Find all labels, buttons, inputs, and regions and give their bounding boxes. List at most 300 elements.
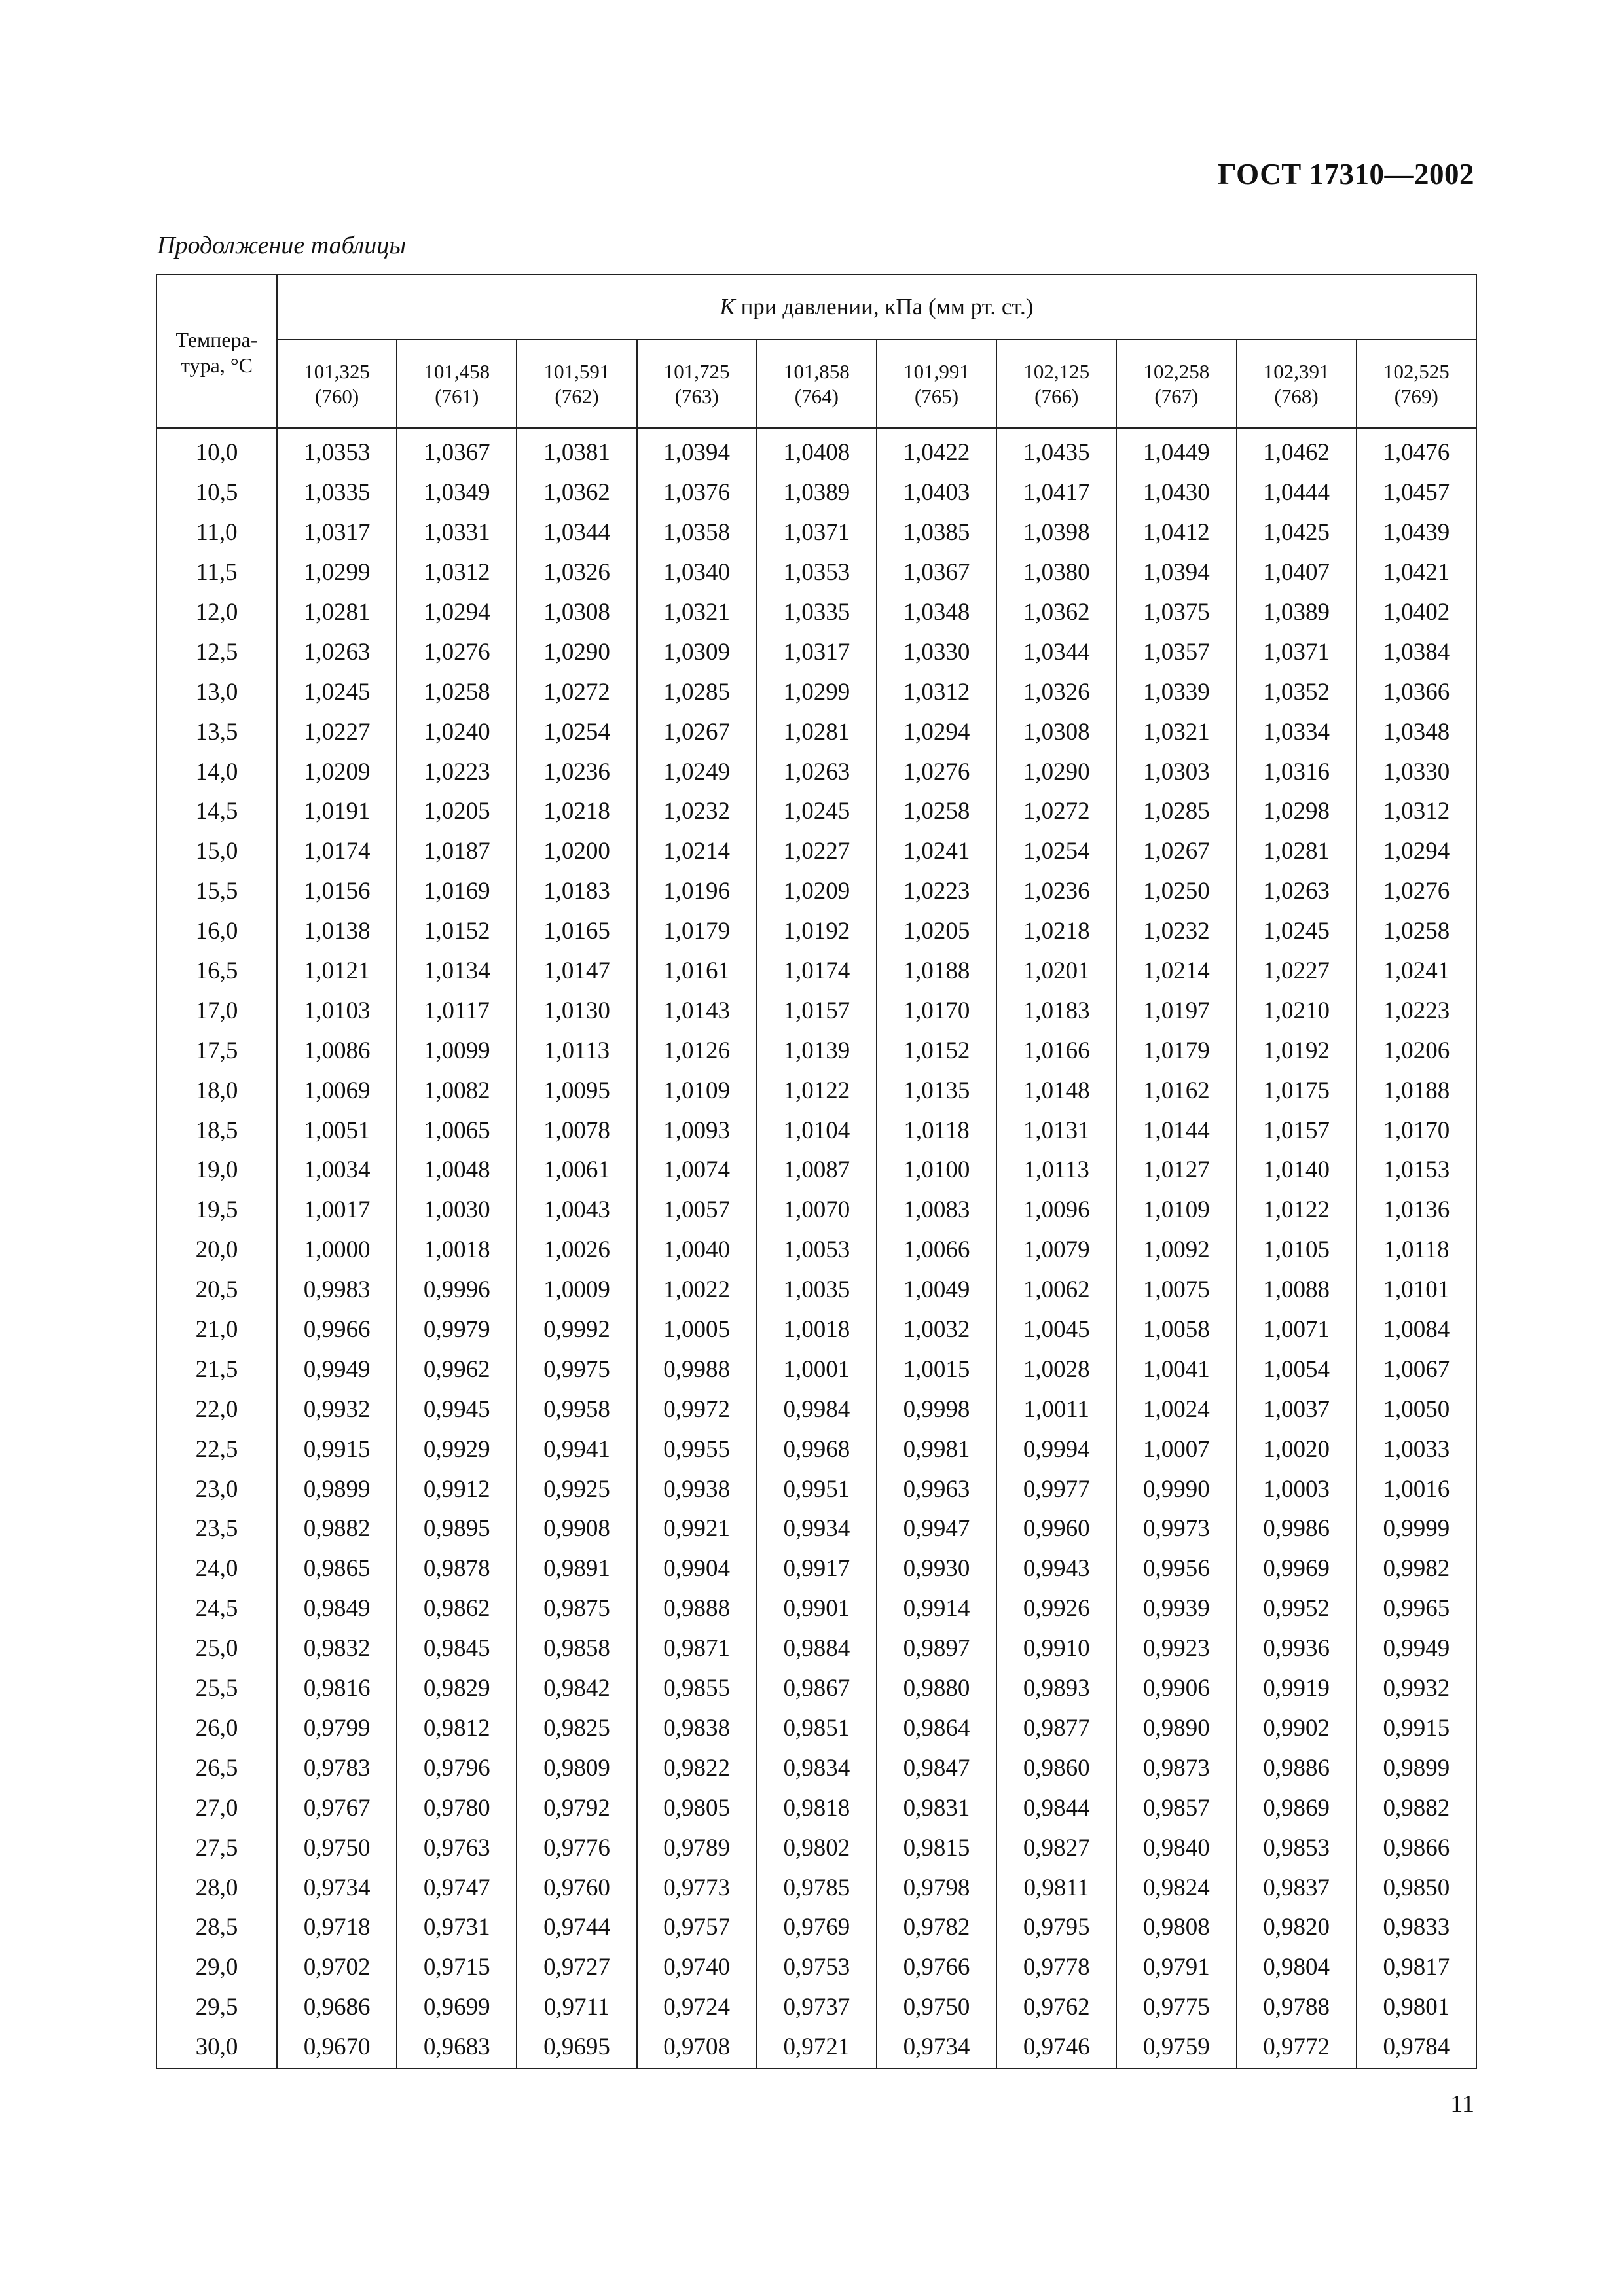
coefficient-cell: 1,0223 (397, 752, 517, 792)
temperature-cell: 15,0 (156, 832, 277, 872)
coefficient-cell: 1,0218 (996, 912, 1116, 952)
pressure-column-header (757, 340, 877, 429)
coefficient-cell: 1,0101 (1357, 1270, 1476, 1310)
temperature-cell: 20,5 (156, 1270, 277, 1310)
coefficient-cell: 1,0384 (1357, 632, 1476, 672)
coefficient-cell: 1,0018 (397, 1230, 517, 1270)
coefficient-cell: 1,0100 (877, 1151, 996, 1191)
coefficient-cell: 1,0024 (1116, 1390, 1236, 1429)
coefficient-cell: 0,9757 (637, 1908, 757, 1948)
table-row (156, 632, 1476, 672)
coefficient-cell: 1,0118 (877, 1111, 996, 1151)
coefficient-cell: 0,9915 (277, 1429, 397, 1469)
coefficient-cell: 1,0035 (757, 1270, 877, 1310)
coefficient-cell: 1,0394 (637, 433, 757, 473)
coefficient-cell: 0,9837 (1237, 1868, 1357, 1908)
coefficient-cell: 0,9941 (517, 1429, 636, 1469)
coefficient-cell: 0,9767 (277, 1788, 397, 1828)
coefficient-cell: 0,9951 (757, 1469, 877, 1509)
coefficient-cell: 1,0435 (996, 433, 1116, 473)
coefficient-cell: 0,9802 (757, 1828, 877, 1868)
temperature-cell: 13,5 (156, 712, 277, 752)
coefficient-cell: 0,9776 (517, 1828, 636, 1868)
coefficient-cell: 1,0007 (1116, 1429, 1236, 1469)
coefficient-cell: 0,9853 (1237, 1828, 1357, 1868)
table-row (156, 1031, 1476, 1071)
coefficient-cell: 1,0005 (637, 1310, 757, 1350)
coefficient-cell: 1,0276 (877, 752, 996, 792)
coefficient-cell: 0,9847 (877, 1748, 996, 1788)
coefficient-cell: 0,9820 (1237, 1908, 1357, 1948)
coefficient-cell: 0,9981 (877, 1429, 996, 1469)
coefficient-cell: 0,9871 (637, 1629, 757, 1669)
coefficient-cell: 0,9977 (996, 1469, 1116, 1509)
coefficient-cell: 1,0170 (877, 991, 996, 1031)
coefficient-cell: 1,0103 (277, 991, 397, 1031)
coefficient-cell: 1,0308 (996, 712, 1116, 752)
coefficient-cell: 0,9759 (1116, 2028, 1236, 2068)
coefficient-cell: 1,0032 (877, 1310, 996, 1350)
temperature-cell: 30,0 (156, 2028, 277, 2068)
coefficient-cell: 1,0033 (1357, 1429, 1476, 1469)
temperature-cell: 24,0 (156, 1549, 277, 1589)
coefficient-cell: 1,0192 (757, 912, 877, 952)
coefficient-cell: 1,0344 (517, 513, 636, 553)
coefficient-cell: 1,0218 (517, 792, 636, 832)
table-row (156, 752, 1476, 792)
coefficient-cell: 0,9906 (1116, 1669, 1236, 1709)
coefficient-cell: 0,9744 (517, 1908, 636, 1948)
coefficient-cell: 0,9812 (397, 1709, 517, 1749)
coefficient-cell: 1,0067 (1357, 1350, 1476, 1390)
coefficient-cell: 1,0041 (1116, 1350, 1236, 1390)
coefficient-cell: 1,0071 (1237, 1310, 1357, 1350)
coefficient-cell: 1,0357 (1116, 632, 1236, 672)
coefficient-cell: 1,0018 (757, 1310, 877, 1350)
coefficient-cell: 1,0022 (637, 1270, 757, 1310)
pressure-mmhg: (767) (1154, 384, 1199, 408)
coefficient-cell: 1,0294 (1357, 832, 1476, 872)
coefficient-cell: 1,0403 (877, 473, 996, 513)
pressure-column-header (277, 340, 397, 429)
coefficient-cell: 1,0335 (757, 593, 877, 633)
coefficient-cell: 0,9895 (397, 1509, 517, 1549)
pressure-column-header (397, 340, 517, 429)
temperature-cell: 16,5 (156, 952, 277, 992)
coefficient-cell: 0,9914 (877, 1589, 996, 1629)
coefficient-cell: 1,0366 (1357, 672, 1476, 712)
header-separator (156, 429, 1476, 434)
coefficient-cell: 1,0140 (1237, 1151, 1357, 1191)
coefficient-cell: 1,0312 (397, 553, 517, 593)
coefficient-cell: 0,9908 (517, 1509, 636, 1549)
coefficient-cell: 1,0348 (877, 593, 996, 633)
coefficient-cell: 0,9875 (517, 1589, 636, 1629)
coefficient-cell: 1,0201 (996, 952, 1116, 992)
coefficient-cell: 1,0353 (757, 553, 877, 593)
coefficient-cell: 1,0122 (1237, 1191, 1357, 1230)
coefficient-cell: 1,0245 (277, 672, 397, 712)
coefficient-cell: 1,0069 (277, 1071, 397, 1111)
coefficient-cell: 1,0049 (877, 1270, 996, 1310)
coefficient-cell: 1,0034 (277, 1151, 397, 1191)
coefficient-cell: 0,9884 (757, 1629, 877, 1669)
coefficient-cell: 0,9831 (877, 1788, 996, 1828)
coefficient-cell: 1,0281 (1237, 832, 1357, 872)
coefficient-cell: 1,0398 (996, 513, 1116, 553)
coefficient-cell: 1,0139 (757, 1031, 877, 1071)
coefficient-cell: 0,9910 (996, 1629, 1116, 1669)
coefficient-cell: 1,0147 (517, 952, 636, 992)
coefficient-cell: 0,9865 (277, 1549, 397, 1589)
coefficient-cell: 1,0138 (277, 912, 397, 952)
coefficient-cell: 0,9808 (1116, 1908, 1236, 1948)
coefficient-cell: 0,9975 (517, 1350, 636, 1390)
coefficient-cell: 0,9999 (1357, 1509, 1476, 1549)
coefficient-cell: 0,9845 (397, 1629, 517, 1669)
coefficient-cell: 0,9857 (1116, 1788, 1236, 1828)
temperature-cell: 18,5 (156, 1111, 277, 1151)
coefficient-cell: 1,0272 (517, 672, 636, 712)
coefficient-cell: 1,0232 (637, 792, 757, 832)
coefficient-cell: 0,9840 (1116, 1828, 1236, 1868)
coefficient-cell: 1,0169 (397, 872, 517, 912)
coefficient-cell: 0,9825 (517, 1709, 636, 1749)
coefficient-cell: 0,9962 (397, 1350, 517, 1390)
coefficient-cell: 1,0079 (996, 1230, 1116, 1270)
pressure-header-row (156, 340, 1476, 429)
coefficient-cell: 1,0197 (1116, 991, 1236, 1031)
coefficient-cell: 1,0294 (397, 593, 517, 633)
table-row (156, 1151, 1476, 1191)
coefficient-cell: 1,0214 (1116, 952, 1236, 992)
coefficient-cell: 0,9769 (757, 1908, 877, 1948)
pressure-column-header (996, 340, 1116, 429)
temperature-cell: 21,5 (156, 1350, 277, 1390)
coefficient-cell: 1,0321 (1116, 712, 1236, 752)
coefficient-cell: 0,9947 (877, 1509, 996, 1549)
coefficient-cell: 1,0093 (637, 1111, 757, 1151)
coefficient-cell: 0,9915 (1357, 1709, 1476, 1749)
coefficient-cell: 0,9901 (757, 1589, 877, 1629)
coefficient-cell: 1,0131 (996, 1111, 1116, 1151)
temperature-cell: 11,5 (156, 553, 277, 593)
coefficient-cell: 1,0113 (517, 1031, 636, 1071)
table-row (156, 991, 1476, 1031)
coefficient-cell: 0,9822 (637, 1748, 757, 1788)
coefficient-cell: 1,0362 (996, 593, 1116, 633)
coefficient-cell: 0,9834 (757, 1748, 877, 1788)
coefficient-cell: 0,9775 (1116, 1988, 1236, 2028)
table-header (156, 274, 1476, 429)
coefficient-cell: 1,0117 (397, 991, 517, 1031)
coefficient-cell: 1,0130 (517, 991, 636, 1031)
coefficient-cell: 0,9893 (996, 1669, 1116, 1709)
coefficient-cell: 1,0298 (1237, 792, 1357, 832)
coefficient-cell: 0,9998 (877, 1390, 996, 1429)
coefficient-cell: 1,0214 (637, 832, 757, 872)
pressure-kpa: 101,458 (424, 359, 490, 383)
temperature-cell: 14,0 (156, 752, 277, 792)
coefficient-cell: 1,0187 (397, 832, 517, 872)
coefficient-cell: 1,0017 (277, 1191, 397, 1230)
coefficient-cell: 1,0011 (996, 1390, 1116, 1429)
coefficient-cell: 0,9886 (1237, 1748, 1357, 1788)
coefficient-cell: 0,9958 (517, 1390, 636, 1429)
table-row (156, 1988, 1476, 2028)
coefficient-cell: 0,9804 (1237, 1948, 1357, 1988)
coefficient-cell: 1,0339 (1116, 672, 1236, 712)
table-row (156, 1429, 1476, 1469)
coefficient-cell: 1,0317 (277, 513, 397, 553)
pressure-kpa: 102,525 (1383, 359, 1450, 383)
temperature-cell: 28,0 (156, 1868, 277, 1908)
coefficient-cell: 1,0408 (757, 433, 877, 473)
standard-designation: ГОСТ 17310—2002 (1218, 158, 1474, 190)
coefficient-cell: 0,9923 (1116, 1629, 1236, 1669)
coefficient-cell: 0,9864 (877, 1709, 996, 1749)
pressure-kpa: 101,725 (663, 359, 730, 383)
table-row (156, 872, 1476, 912)
table-row (156, 1270, 1476, 1310)
temperature-cell: 13,0 (156, 672, 277, 712)
coefficient-cell: 1,0152 (877, 1031, 996, 1071)
coefficient-cell: 1,0272 (996, 792, 1116, 832)
coefficient-cell: 1,0330 (877, 632, 996, 672)
coefficient-cell: 0,9747 (397, 1868, 517, 1908)
coefficient-cell: 1,0245 (757, 792, 877, 832)
coefficient-cell: 1,0095 (517, 1071, 636, 1111)
coefficient-cell: 1,0417 (996, 473, 1116, 513)
coefficient-cell: 1,0209 (277, 752, 397, 792)
coefficient-cell: 1,0294 (877, 712, 996, 752)
coefficient-cell: 0,9943 (996, 1549, 1116, 1589)
coefficient-cell: 1,0087 (757, 1151, 877, 1191)
coefficient-cell: 1,0070 (757, 1191, 877, 1230)
coefficient-cell: 0,9711 (517, 1988, 636, 2028)
coefficient-cell: 1,0321 (637, 593, 757, 633)
coefficient-cell: 1,0015 (877, 1350, 996, 1390)
coefficient-cell: 0,9778 (996, 1948, 1116, 1988)
table-row (156, 473, 1476, 513)
coefficient-cell: 0,9939 (1116, 1589, 1236, 1629)
coefficient-cell: 1,0263 (757, 752, 877, 792)
coefficient-cell: 1,0299 (277, 553, 397, 593)
coefficient-cell: 0,9982 (1357, 1549, 1476, 1589)
coefficient-cell: 1,0209 (757, 872, 877, 912)
coefficient-cell: 0,9783 (277, 1748, 397, 1788)
coefficient-cell: 1,0330 (1357, 752, 1476, 792)
coefficient-cell: 1,0326 (517, 553, 636, 593)
coefficient-cell: 1,0009 (517, 1270, 636, 1310)
coefficient-cell: 0,9734 (877, 2028, 996, 2068)
coefficient-cell: 0,9925 (517, 1469, 636, 1509)
coefficient-cell: 1,0121 (277, 952, 397, 992)
coefficient-cell: 1,0144 (1116, 1111, 1236, 1151)
pressure-mmhg: (764) (794, 384, 839, 408)
temperature-cell: 22,0 (156, 1390, 277, 1429)
pressure-column-header (1237, 340, 1357, 429)
coefficient-cell: 0,9798 (877, 1868, 996, 1908)
coefficient-cell: 1,0016 (1357, 1469, 1476, 1509)
coefficient-cell: 1,0371 (757, 513, 877, 553)
table-row (156, 1828, 1476, 1868)
pressure-kpa: 101,325 (304, 359, 370, 383)
coefficient-cell: 1,0250 (1116, 872, 1236, 912)
coefficient-cell: 0,9762 (996, 1988, 1116, 2028)
coefficient-cell: 1,0285 (637, 672, 757, 712)
coefficient-cell: 1,0099 (397, 1031, 517, 1071)
pressure-column-header (1116, 340, 1236, 429)
coefficient-cell: 1,0179 (1116, 1031, 1236, 1071)
coefficient-cell: 0,9737 (757, 1988, 877, 2028)
coefficient-cell: 0,9867 (757, 1669, 877, 1709)
pressure-mmhg: (763) (674, 384, 719, 408)
coefficient-cell: 0,9979 (397, 1310, 517, 1350)
coefficient-cell: 1,0082 (397, 1071, 517, 1111)
coefficient-cell: 0,9988 (637, 1350, 757, 1390)
coefficient-cell: 1,0061 (517, 1151, 636, 1191)
temperature-cell: 24,5 (156, 1589, 277, 1629)
coefficient-cell: 0,9766 (877, 1948, 996, 1988)
coefficient-cell: 0,9932 (1357, 1669, 1476, 1709)
coefficient-cell: 0,9945 (397, 1390, 517, 1429)
coefficient-cell: 0,9983 (277, 1270, 397, 1310)
temperature-cell: 26,0 (156, 1709, 277, 1749)
coefficient-cell: 1,0236 (996, 872, 1116, 912)
coefficient-cell: 1,0385 (877, 513, 996, 553)
temperature-header-line-2: тура, °С (181, 353, 253, 377)
table-row (156, 1111, 1476, 1151)
coefficient-cell: 1,0183 (996, 991, 1116, 1031)
coefficient-cell: 1,0376 (637, 473, 757, 513)
coefficient-cell: 0,9816 (277, 1669, 397, 1709)
temperature-cell: 19,5 (156, 1191, 277, 1230)
coefficient-cell: 1,0096 (996, 1191, 1116, 1230)
coefficient-cell: 0,9897 (877, 1629, 996, 1669)
pressure-mmhg: (768) (1274, 384, 1319, 408)
coefficient-cell: 1,0316 (1237, 752, 1357, 792)
coefficient-cell: 0,9902 (1237, 1709, 1357, 1749)
coefficient-cell: 1,0037 (1237, 1390, 1357, 1429)
temperature-cell: 20,0 (156, 1230, 277, 1270)
coefficient-cell: 0,9727 (517, 1948, 636, 1988)
temperature-cell: 21,0 (156, 1310, 277, 1350)
coefficient-cell: 1,0084 (1357, 1310, 1476, 1350)
coefficient-cell: 0,9780 (397, 1788, 517, 1828)
temperature-cell: 28,5 (156, 1908, 277, 1948)
coefficient-cell: 1,0245 (1237, 912, 1357, 952)
coefficient-cell: 0,9734 (277, 1868, 397, 1908)
coefficient-cell: 0,9955 (637, 1429, 757, 1469)
coefficient-cell: 1,0258 (877, 792, 996, 832)
table-row (156, 553, 1476, 593)
coefficient-cell: 1,0276 (397, 632, 517, 672)
coefficient-cell: 0,9926 (996, 1589, 1116, 1629)
coefficient-cell: 0,9708 (637, 2028, 757, 2068)
coefficient-cell: 1,0050 (1357, 1390, 1476, 1429)
coefficient-cell: 0,9773 (637, 1868, 757, 1908)
coefficient-cell: 0,9888 (637, 1589, 757, 1629)
coefficient-cell: 1,0001 (757, 1350, 877, 1390)
coefficient-cell: 1,0183 (517, 872, 636, 912)
coefficient-cell: 1,0000 (277, 1230, 397, 1270)
coefficient-cell: 1,0127 (1116, 1151, 1236, 1191)
coefficient-cell: 1,0026 (517, 1230, 636, 1270)
coefficient-cell: 1,0352 (1237, 672, 1357, 712)
coefficient-cell: 1,0375 (1116, 593, 1236, 633)
coefficient-cell: 0,9789 (637, 1828, 757, 1868)
table-row (156, 792, 1476, 832)
coefficient-cell: 1,0179 (637, 912, 757, 952)
coefficient-cell: 0,9829 (397, 1669, 517, 1709)
table-row (156, 2028, 1476, 2068)
table-row (156, 1589, 1476, 1629)
coefficient-cell: 0,9799 (277, 1709, 397, 1749)
pressure-kpa: 101,991 (903, 359, 970, 383)
coefficient-cell: 0,9912 (397, 1469, 517, 1509)
coefficient-cell: 0,9952 (1237, 1589, 1357, 1629)
pressure-group-header (277, 274, 1476, 340)
coefficient-cell: 1,0188 (877, 952, 996, 992)
table-row (156, 593, 1476, 633)
pressure-kpa: 101,591 (543, 359, 610, 383)
coefficient-cell: 1,0135 (877, 1071, 996, 1111)
coefficient-cell: 1,0062 (996, 1270, 1116, 1310)
coefficient-cell: 1,0439 (1357, 513, 1476, 553)
table-row (156, 912, 1476, 952)
coefficient-cell: 1,0412 (1116, 513, 1236, 553)
coefficient-symbol: K (720, 294, 735, 319)
table-row (156, 1350, 1476, 1390)
temperature-cell: 29,0 (156, 1948, 277, 1988)
coefficient-cell: 1,0104 (757, 1111, 877, 1151)
coefficient-cell: 1,0335 (277, 473, 397, 513)
coefficient-cell: 0,9934 (757, 1509, 877, 1549)
coefficient-cell: 1,0449 (1116, 433, 1236, 473)
coefficient-cell: 0,9956 (1116, 1549, 1236, 1589)
coefficient-cell: 1,0308 (517, 593, 636, 633)
coefficient-cell: 0,9818 (757, 1788, 877, 1828)
coefficient-cell: 1,0136 (1357, 1191, 1476, 1230)
coefficient-cell: 1,0263 (1237, 872, 1357, 912)
coefficient-cell: 1,0083 (877, 1191, 996, 1230)
coefficient-cell: 1,0223 (877, 872, 996, 912)
pressure-column-header (637, 340, 757, 429)
coefficient-cell: 0,9827 (996, 1828, 1116, 1868)
pressure-mmhg: (769) (1394, 384, 1438, 408)
coefficient-cell: 0,9824 (1116, 1868, 1236, 1908)
table-row (156, 1230, 1476, 1270)
coefficient-cell: 1,0092 (1116, 1230, 1236, 1270)
coefficient-cell: 1,0156 (277, 872, 397, 912)
coefficient-cell: 0,9683 (397, 2028, 517, 2068)
coefficient-cell: 0,9968 (757, 1429, 877, 1469)
coefficient-cell: 0,9815 (877, 1828, 996, 1868)
coefficient-cell: 0,9960 (996, 1509, 1116, 1549)
temperature-cell: 10,0 (156, 433, 277, 473)
coefficient-cell: 1,0340 (637, 553, 757, 593)
coefficient-cell: 1,0206 (1357, 1031, 1476, 1071)
pressure-column-header (877, 340, 996, 429)
coefficient-cell: 1,0326 (996, 672, 1116, 712)
coefficient-cell: 0,9849 (277, 1589, 397, 1629)
coefficient-cell: 1,0290 (996, 752, 1116, 792)
coefficient-cell: 1,0058 (1116, 1310, 1236, 1350)
pressure-mmhg: (761) (435, 384, 479, 408)
coefficient-cell: 1,0444 (1237, 473, 1357, 513)
table-row (156, 1191, 1476, 1230)
